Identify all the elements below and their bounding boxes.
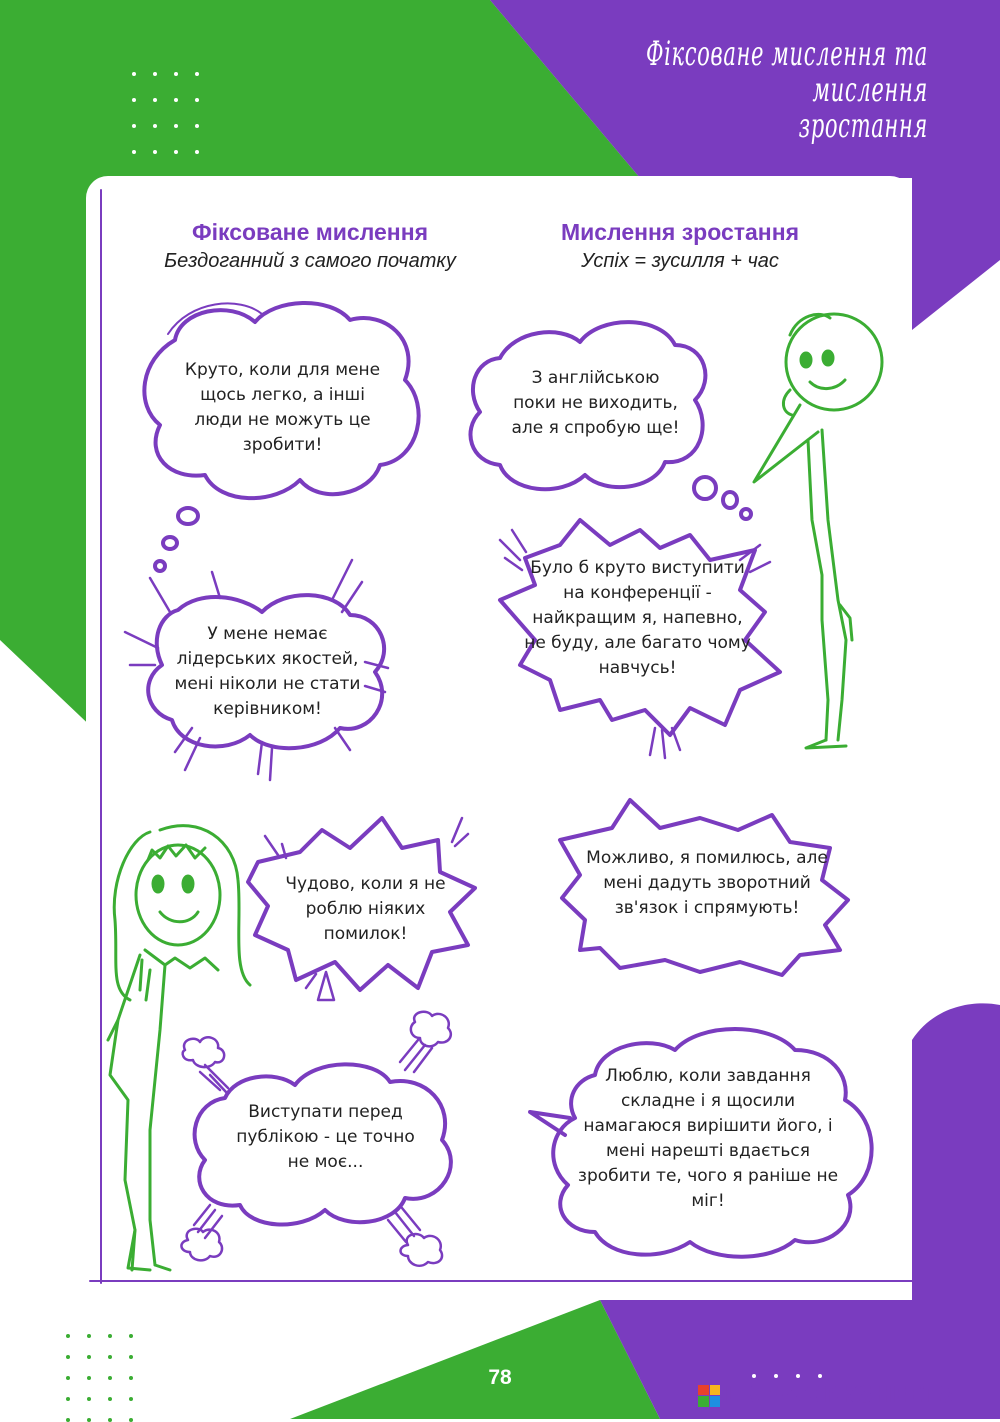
- fixed-bubble-2-text: У мене немає лідерських якостей, мені ніколи не стати керівником!: [174, 624, 361, 719]
- growth-mindset-header: [500, 218, 860, 274]
- growth-bubble-4-text: Люблю, коли завдання складне і я щосили намагаюся вирішити його, і мені нарешті вдається зробити те, чого я раніше не міг!: [577, 1066, 839, 1211]
- fixed-mindset-header: [110, 218, 510, 274]
- fixed-mindset-subtitle: Бездоганний з самого початку: [164, 250, 456, 272]
- liveworksheets-logo-icon: [698, 1385, 720, 1407]
- page-number: 78: [488, 1366, 512, 1389]
- growth-bubble-2-text: Було б круто виступити на конференції - найкращим я, напевно, не буду, але багато чому навчусь!: [524, 558, 751, 678]
- stick-figure-girl-icon: [108, 826, 250, 1270]
- watermark-text: LIVEWORKSHEETS: [724, 1383, 955, 1408]
- growth-bubble-1-text: З англійською поки не виходить, але я спробую ще!: [511, 368, 680, 438]
- fixed-mindset-heading: Фіксоване мислення: [191, 219, 429, 245]
- fixed-bubble-4-text: Виступати перед публікою - це точно не моє...: [236, 1102, 415, 1172]
- fixed-bubble-3-text: Чудово, коли я не роблю ніяких помилок!: [285, 874, 446, 944]
- growth-bubble-3-text: Можливо, я помилюсь, але мені дадуть зворотний зв'язок і спрямують!: [586, 848, 828, 918]
- growth-mindset-heading: Мислення зростання: [560, 219, 800, 245]
- growth-mindset-subtitle: Успіх = зусилля + час: [581, 250, 779, 272]
- liveworksheets-watermark: [698, 1383, 955, 1408]
- stick-figure-boy-icon: [754, 314, 882, 748]
- page-title-line-1: Фіксоване мислення та мислення: [646, 34, 928, 110]
- page-title-line-2: зростання: [798, 106, 928, 146]
- fixed-bubble-1-text: Круто, коли для мене щось легко, а інші люди не можуть це зробити!: [184, 360, 381, 455]
